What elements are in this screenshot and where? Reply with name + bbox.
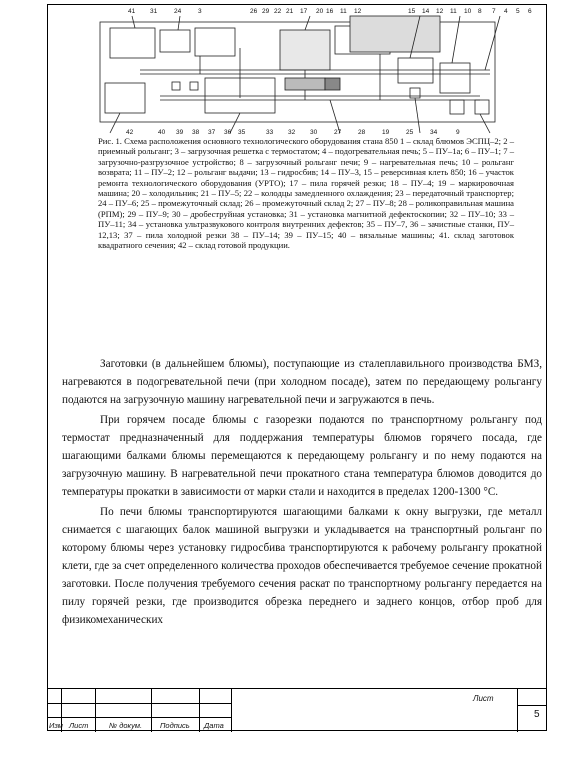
- stamp-label-izm: Изм: [49, 721, 63, 730]
- stamp-divider: [199, 689, 200, 732]
- stamp-divider: [517, 689, 518, 732]
- stamp-divider: [151, 689, 152, 732]
- paragraph: При горячем посаде блюмы с газорезки подаются по транспортному рольгангу под термостат предназначенный для поддержания температуры блюмов горячего посада, где шагающими балками блюмы перемещаются к передающему рольгангу и по нему подаются на загрузочную машину. В нагревательной печи прокатного стана температура блюмов доводится до температуры прокатки в зависимости от марки стали и находится в пределах 1200-1300 °С.: [62, 414, 542, 498]
- stamp-label-signature: Подпись: [160, 721, 190, 730]
- caption-text: Рис. 1. Схема расположения основного технологического оборудования стана 850 1 – склад блюмов ЭСПЦ–2; 2 – приемный рольганг; 3 – загрузочная решетка с термостатом; 4 – подогревательная печь; 5 – ПУ–1а; 6 – ПУ–1; 7 – загрузочно-разгрузочное устройство; 8 – загрузочный рольганг печи; 9 – нагревательная печь; 10 – рольганг возврата; 11 – ПУ–2; 12 – рольганг выдачи; 13 – гидросбив; 14 – ПУ–3, 15 – реверсивная клеть 850; 16 – участок ремонта технологического оборудования (УРТО); 17 – пила горячей резки; 18 – ПУ–4; 19 – маркировочная машина; 20 – холодильник; 21 – ПУ–5; 22 – колодцы замедленного охлаждения; 23 – передаточный транспортер; 24 – ПУ–6; 25 – промежуточный склад; 26 – промежуточный склад 2; 27 – ПУ–8; 28 – роликоправильная машина (РПМ); 29 – ПУ–9; 30 – дробеструйная установка; 31 – установка магнитной дефектоскопии; 32 – ПУ–10; 33 – ПУ–11; 34 – установка ультразвукового контроля внутренних дефектов; 35 – ПУ–7, 36 – зачистные станки, ПУ–12,13; 37 – пила холодной резки 38 – ПУ–14; 39 – ПУ–15; 40 – вязальные машины; 41. склад заготовок квадратного сечения; 42 – склад готовой продукции.: [98, 136, 514, 251]
- paragraph: Заготовки (в дальнейшем блюмы), поступающие из сталеплавильного производства БМЗ, нагреваются в подогревательной печи (при холодном посаде), затем по передающему рольгангу подаются на загрузочную машину нагревательной печи и загружаются в печь.: [62, 358, 542, 406]
- stamp-label-doc: № докум.: [109, 721, 143, 730]
- stamp-divider: [231, 689, 232, 732]
- stamp-row-line: [47, 717, 231, 718]
- stamp-row-line: [47, 703, 231, 704]
- title-block: [47, 688, 547, 732]
- paragraph: По печи блюмы транспортируются шагающими балками к окну выгрузки, где металл снимается с шагающих балок машиной выгрузки и укладывается на транспортный рольганг по которому блюмы через установку гидросбива транспортируются к рабочему рольгангу прокатной клети, где за счет определенного количества проходов обеспечивается требуемое сечение прокатной заготовки. После получения требуемого сечения раскат по транспортному рольгангу передается на пилу горячей резки, где производится обрезка переднего и заднего концов, отбор проб для физикомеханических: [62, 506, 542, 626]
- stamp-label-date: Дата: [204, 721, 224, 730]
- sheet-number: 5: [534, 709, 540, 720]
- stamp-divider: [95, 689, 96, 732]
- stamp-row-line: [517, 705, 547, 706]
- equipment-scheme-figure: [80, 8, 520, 138]
- stamp-label-list: Лист: [69, 721, 89, 730]
- body-text: [62, 355, 542, 629]
- figure-caption: [98, 136, 514, 250]
- sheet-label: Лист: [473, 694, 494, 703]
